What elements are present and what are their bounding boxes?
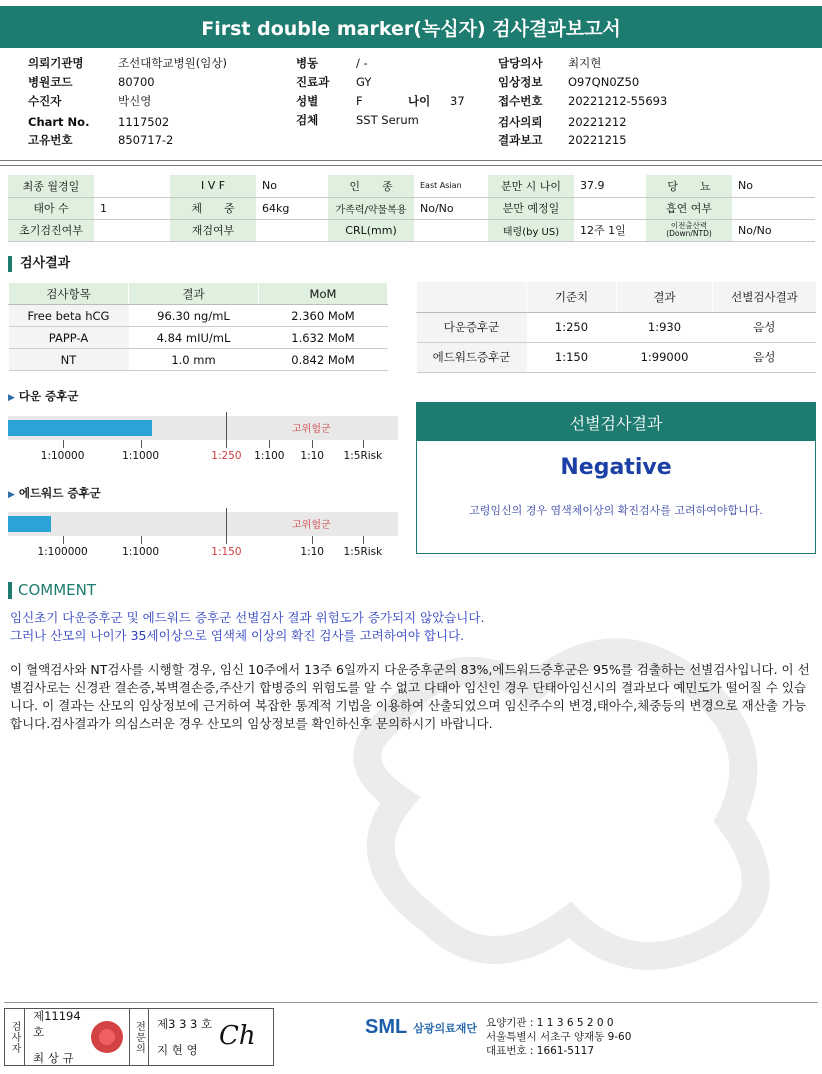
table-row: Free beta hCG 96.30 ng/mL 2.360 MoM xyxy=(9,305,388,327)
axis-tick xyxy=(269,440,270,448)
info-row: 병원코드 80700 xyxy=(28,75,155,89)
screening-result-box xyxy=(416,402,816,554)
table-row: NT 1.0 mm 0.842 MoM xyxy=(9,349,388,371)
tick-label: 1:1000 xyxy=(122,450,160,462)
table-row: 태아 수 1 체 중 64kg 가족력/약물복용 No/No 분만 예정일 흡연 여부 xyxy=(8,197,815,219)
tick-label: 1:150 xyxy=(211,546,242,558)
tick-label: 1:1000 xyxy=(122,546,160,558)
header-divider xyxy=(0,160,822,161)
tick-label: 1:250 xyxy=(211,450,242,462)
specialist-cell: 제3 3 3 호 지 현 영 xyxy=(157,1017,213,1057)
info-row: 검사의뢰 20221212 xyxy=(498,115,627,129)
explanation-paragraph: 이 혈액검사와 NT검사를 시행할 경우, 임신 10주에서 13주 6일까지 다운증후군의 83%,에드워드증후군은 95%를 검출하는 선별검사입니다. 이 선별검사로는 신경관 결손증,복벽결손증,주산기 합병증의 위험도를 알 수 없고 다태아 임신인 경우 단태아임신시의 결과보다 예민도가 떨어질 수 있습니다. 이 결과는 산모의 임상정보에 근거하여 복잡한 통계적 기법을 이용하여 산출되었으며 임신주수의 변경,태아수,체중등의 변경으로 재산출 가능합니다.검사결과가 의심스러운 경우 산모의 임상정보를 확인하신후 문의하시기 바랍니다. xyxy=(10,662,810,731)
down-risk-bar xyxy=(8,416,398,440)
screening-results-table xyxy=(416,282,816,373)
triangle-right-icon: ▶ xyxy=(8,393,15,403)
screening-result: Negative xyxy=(560,455,672,480)
axis-tick xyxy=(226,536,227,544)
axis-tick xyxy=(226,440,227,448)
screening-box-title: 선별검사결과 xyxy=(417,403,815,441)
down-risk-label: ▶ 다운 증후군 xyxy=(8,389,79,403)
info-row: 담당의사 최지현 xyxy=(498,56,602,70)
triangle-right-icon: ▶ xyxy=(8,490,15,500)
sml-logo xyxy=(365,1016,477,1039)
down-risk-fill xyxy=(8,420,152,436)
clinical-info-table xyxy=(8,175,815,242)
table-header: 검사항목 결과 MoM xyxy=(9,283,388,305)
tick-label: 1:5Risk xyxy=(343,450,383,462)
specialist-label: 전문의 xyxy=(129,1009,149,1065)
info-row: 의뢰기관명 조선대학교병원(임상) xyxy=(28,56,227,70)
edward-risk-bar xyxy=(8,512,398,536)
signature-box xyxy=(4,1008,274,1066)
prior-birth-header: 이전출산력 (Down/NTD) xyxy=(646,219,732,241)
table-row: PAPP-A 4.84 mIU/mL 1.632 MoM xyxy=(9,327,388,349)
header-divider xyxy=(0,165,822,166)
info-row: 검체 SST Serum xyxy=(296,113,419,127)
watermark-graphic xyxy=(330,600,810,980)
axis-tick xyxy=(363,536,364,544)
screening-note: 고령임신의 경우 염색체이상의 확진검사를 고려하여야합니다. xyxy=(469,504,763,517)
info-row: 진료과 GY xyxy=(296,75,372,89)
down-risk-zone: 고위험군 xyxy=(292,424,331,435)
info-row: 고유번호 850717-2 xyxy=(28,133,174,147)
seal-stamp-icon xyxy=(91,1021,123,1053)
signature: Ch xyxy=(219,1021,256,1051)
info-row: 결과보고 20221215 xyxy=(498,133,627,147)
info-row: 수진자 박신영 xyxy=(28,94,152,108)
organization-name: 삼광의료재단 xyxy=(413,1021,477,1035)
organization-address: 요양기관 : 1 1 3 6 5 2 0 0 서울특별시 서초구 양재동 9-60 대표번호 : 1661-5117 xyxy=(486,1017,632,1057)
edward-risk-zone: 고위험군 xyxy=(292,520,331,531)
marker-results-table xyxy=(8,282,388,371)
comment-text: 임신초기 다운증후군 및 에드워드 증후군 선별검사 결과 위험도가 증가되지 않았습니다. 그러나 산모의 나이가 35세이상으로 염색체 이상의 확진 검사를 고려하여야 합니다. xyxy=(10,610,485,643)
axis-tick xyxy=(141,440,142,448)
axis-tick xyxy=(363,440,364,448)
tick-label: 1:100 xyxy=(254,450,285,462)
axis-tick xyxy=(63,536,64,544)
results-section-title: 검사결과 xyxy=(8,256,70,272)
info-row: 임상정보 O97QN0Z50 xyxy=(498,75,640,89)
footer-divider xyxy=(4,1002,818,1003)
edward-risk-label: ▶ 에드워드 증후군 xyxy=(8,486,101,500)
examiner-label: 검사자 xyxy=(5,1009,25,1065)
info-row: 병동 / - xyxy=(296,56,368,70)
examiner-cell: 제11194호 최 상 규 xyxy=(33,1009,81,1065)
edward-risk-fill xyxy=(8,516,51,532)
table-row: 최종 월경일 I V F No 인 종 East Asian 분만 시 나이 37.9 당 뇨 No xyxy=(8,175,815,197)
info-row: 성별 F 나이 37 xyxy=(296,94,465,108)
tick-label: 1:5Risk xyxy=(343,546,383,558)
axis-tick xyxy=(63,440,64,448)
table-row: 다운증후군 1:250 1:930 음성 xyxy=(417,312,817,342)
tick-label: 1:100000 xyxy=(37,546,88,558)
tick-label: 1:10 xyxy=(300,450,324,462)
tick-label: 1:10 xyxy=(300,546,324,558)
comment-title: COMMENT xyxy=(8,582,96,599)
report-title: First double marker(녹십자) 검사결과보고서 xyxy=(0,6,822,48)
table-row: 에드워드증후군 1:150 1:99000 음성 xyxy=(417,342,817,372)
axis-tick xyxy=(312,440,313,448)
tick-label: 1:10000 xyxy=(40,450,85,462)
table-row: 초기검진여부 재검여부 CRL(mm) 태령(by US) 12주 1일 이전출산력 (Down/NTD) No/No xyxy=(8,219,815,241)
info-row: 접수번호 20221212-55693 xyxy=(498,94,668,108)
axis-tick xyxy=(312,536,313,544)
axis-tick xyxy=(141,536,142,544)
sml-logo-text: SML xyxy=(365,1016,408,1038)
table-header: 기준치 결과 선별검사결과 xyxy=(417,282,817,312)
info-row: Chart No. 1117502 xyxy=(28,115,170,129)
